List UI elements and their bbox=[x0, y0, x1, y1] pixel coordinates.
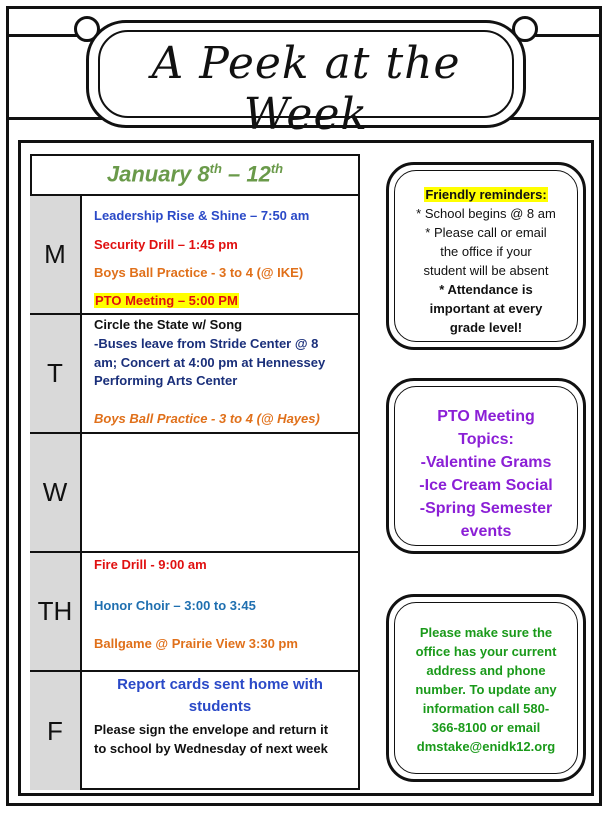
reminder-line: * Attendance is bbox=[439, 282, 533, 297]
event-line: Please sign the envelope and return it bbox=[94, 722, 329, 737]
highlighted-event-line: PTO Meeting – 5:00 PM bbox=[95, 293, 238, 308]
reminders-content bbox=[389, 185, 583, 337]
day-label-wednesday: W bbox=[30, 434, 82, 553]
info-line: number. To update any bbox=[415, 682, 557, 697]
day-content-friday bbox=[82, 672, 360, 790]
event-line: Boys Ball Practice - 3 to 4 (@ IKE) bbox=[94, 265, 304, 280]
event-line: Security Drill – 1:45 pm bbox=[94, 237, 238, 252]
calendar-header bbox=[30, 154, 360, 196]
day-content-thursday bbox=[82, 553, 360, 672]
event-line: students bbox=[188, 698, 252, 715]
info-line: 366-8100 or email bbox=[431, 720, 541, 735]
pto-topics-content bbox=[389, 405, 583, 543]
event-line: Ballgame @ Prairie View 3:30 pm bbox=[94, 636, 298, 651]
event-line: Honor Choir – 3:00 to 3:45 bbox=[94, 598, 256, 613]
reminder-line: grade level! bbox=[449, 320, 523, 335]
event-line: -Buses leave from Stride Center @ 8 bbox=[94, 336, 319, 351]
info-line: Please make sure the bbox=[419, 625, 553, 640]
pto-line: -Valentine Grams bbox=[420, 454, 552, 471]
info-line: address and phone bbox=[426, 663, 546, 678]
day-label-monday: M bbox=[30, 196, 82, 315]
reminder-line: the office if your bbox=[440, 244, 532, 259]
reminder-line: * Please call or email bbox=[425, 225, 547, 240]
pto-line: events bbox=[460, 523, 512, 540]
day-label-friday: F bbox=[30, 672, 82, 790]
contact-info-box bbox=[386, 594, 586, 782]
contact-info-content bbox=[389, 623, 583, 756]
pto-line: PTO Meeting bbox=[437, 408, 535, 425]
event-line: to school by Wednesday of next week bbox=[94, 741, 328, 756]
event-line: Report cards sent home with bbox=[117, 676, 323, 693]
event-line: Boys Ball Practice - 3 to 4 (@ Hayes) bbox=[94, 411, 320, 426]
reminder-line: student will be absent bbox=[423, 263, 549, 278]
reminder-line: important at every bbox=[429, 301, 543, 316]
day-content-tuesday bbox=[82, 315, 360, 434]
event-line: Performing Arts Center bbox=[94, 373, 238, 388]
pto-topics-box bbox=[386, 378, 586, 554]
event-line: am; Concert at 4:00 pm at Hennessey bbox=[94, 355, 326, 370]
date-range: January 8th – 12th bbox=[106, 160, 284, 187]
pto-line: -Ice Cream Social bbox=[419, 477, 553, 494]
page-title: A Peek at the Week bbox=[151, 38, 461, 140]
info-line: information call 580- bbox=[422, 701, 550, 716]
pto-line: Topics: bbox=[458, 431, 514, 448]
reminders-box bbox=[386, 162, 586, 350]
event-line: Fire Drill - 9:00 am bbox=[94, 557, 207, 572]
contact-email: dmstake@enidk12.org bbox=[416, 739, 556, 754]
event-line: Circle the State w/ Song bbox=[94, 317, 243, 332]
reminder-line: * School begins @ 8 am bbox=[416, 206, 556, 221]
event-line: Leadership Rise & Shine – 7:50 am bbox=[94, 208, 310, 223]
day-content-monday bbox=[82, 196, 360, 315]
day-label-thursday: TH bbox=[30, 553, 82, 672]
day-label-tuesday: T bbox=[30, 315, 82, 434]
info-line: office has your current bbox=[415, 644, 557, 659]
pto-line: -Spring Semester bbox=[419, 500, 553, 517]
reminders-heading: Friendly reminders: bbox=[425, 187, 547, 202]
day-content-wednesday bbox=[82, 434, 360, 553]
